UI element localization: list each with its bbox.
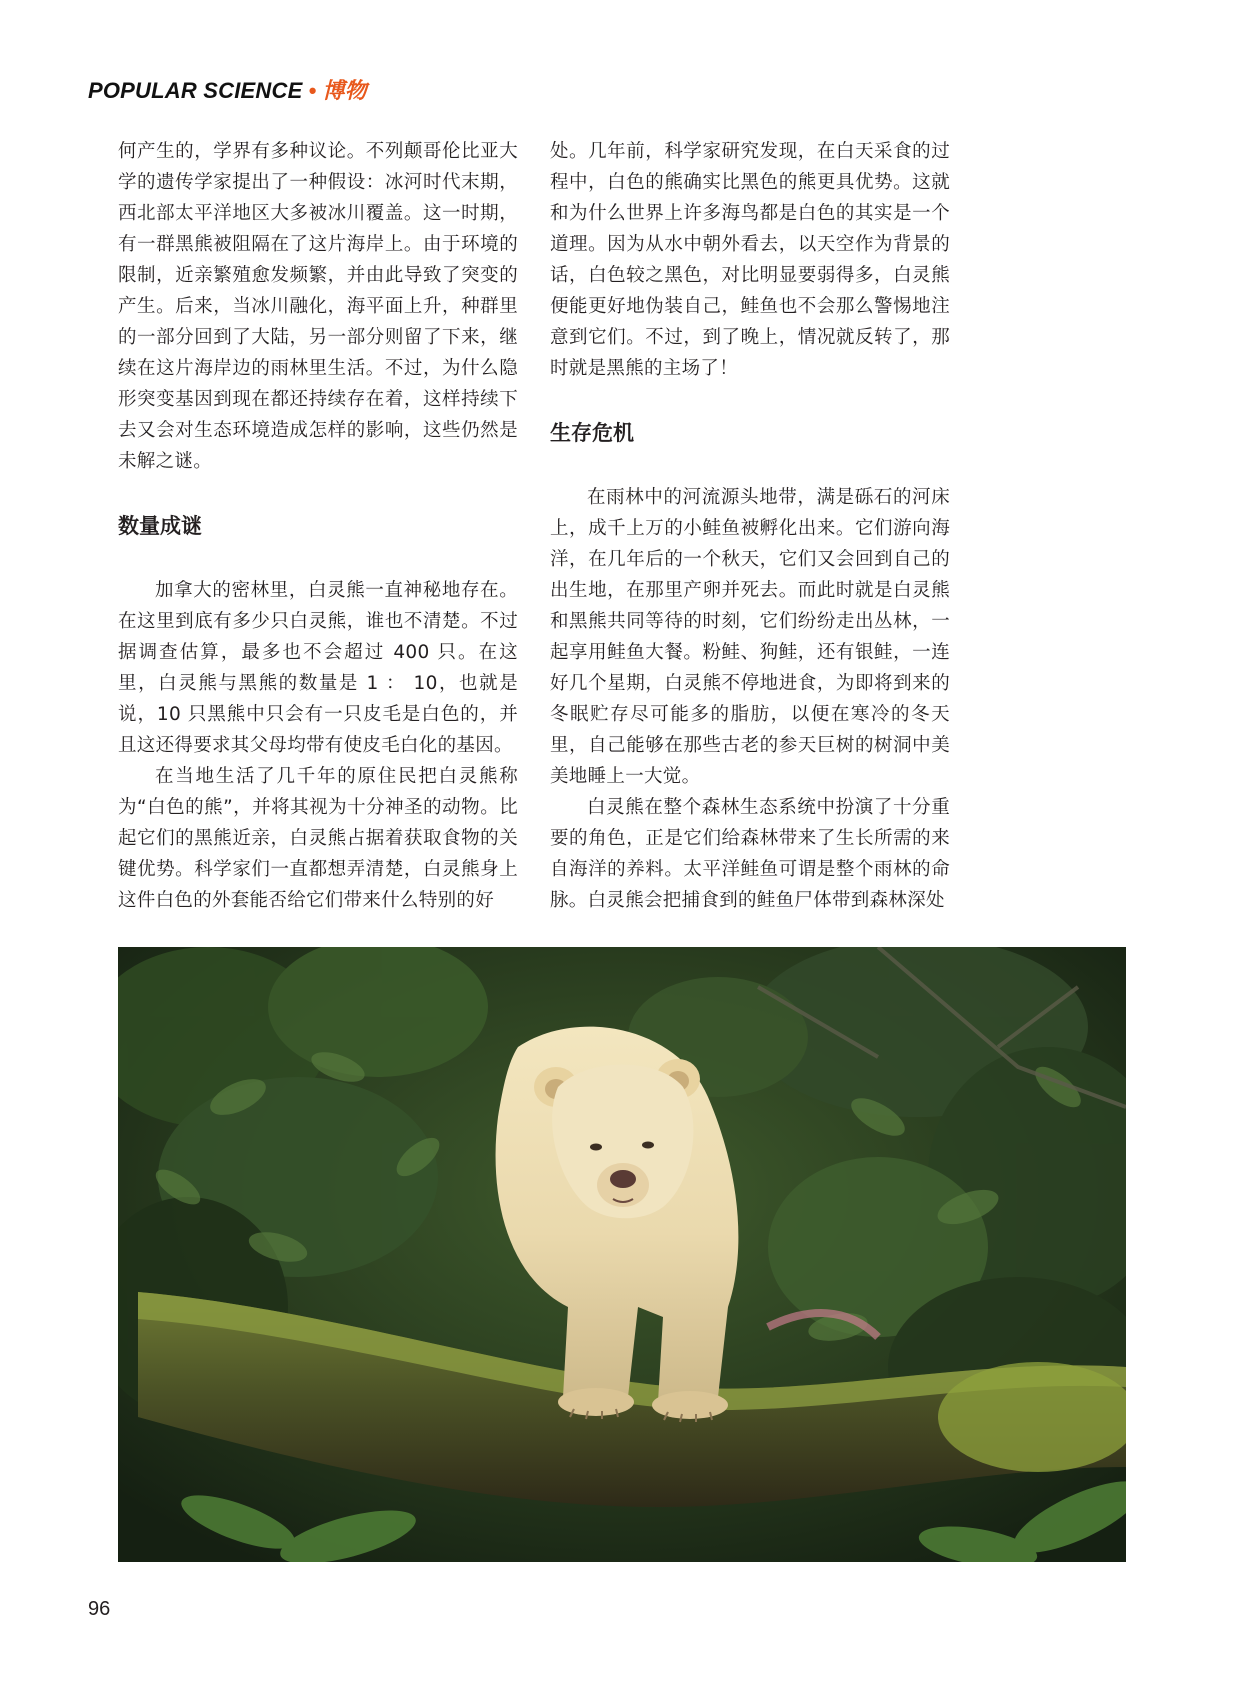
right-intro-paragraph: 处。几年前，科学家研究发现，在白天采食的过程中，白色的熊确实比黑色的熊更具优势。这就和为什么世界上许多海鸟都是白色的其实是一个道理。因为从水中朝外看去，以天空作为背景的话，白色较之黑色，对比明显要弱得多，白灵熊便能更好地伪装自己，鲑鱼也不会那么警惕地注意到它们。不过，到了晚上，情况就反转了，那时就是黑熊的主场了！ [550, 141, 950, 379]
left-paragraph-2: 在当地生活了几千年的原住民把白灵熊称为“白色的熊”，并将其视为十分神圣的动物。比起它们的黑熊近亲，白灵熊占据着获取食物的关键优势。科学家们一直都想弄清楚，白灵熊身上这件白色的外套能否给它们带来什么特别的好 [118, 766, 518, 911]
right-column [550, 136, 950, 916]
left-paragraph-1: 加拿大的密林里，白灵熊一直神秘地存在。在这里到底有多少只白灵熊，谁也不清楚。不过据调查估算，最多也不会超过 400 只。在这里，白灵熊与黑熊的数量是 1 ： 10，也就是说，10 只黑熊中只会有一只皮毛是白色的，并且这还得要求其父母均带有使皮毛白化的基因。 [118, 580, 518, 756]
running-header [88, 74, 367, 105]
spirit-bear-photo [118, 947, 1126, 1562]
right-paragraph-2: 白灵熊在整个森林生态系统中扮演了十分重要的角色，正是它们给森林带来了生长所需的来自海洋的养料。太平洋鲑鱼可谓是整个雨林的命脉。白灵熊会把捕食到的鲑鱼尸体带到森林深处 [550, 797, 950, 911]
left-intro-paragraph: 何产生的，学界有多种议论。不列颠哥伦比亚大学的遗传学家提出了一种假设：冰河时代末期，西北部太平洋地区大多被冰川覆盖。这一时期，有一群黑熊被阻隔在了这片海岸上。由于环境的限制，近亲繁殖愈发频繁，并由此导致了突变的产生。后来，当冰川融化，海平面上升，种群里的一部分回到了大陆，另一部分则留了下来，继续在这片海岸边的雨林里生活。不过，为什么隐形突变基因到现在都还持续存在着，这样持续下去又会对生态环境造成怎样的影响，这些仍然是未解之谜。 [118, 141, 518, 472]
left-column [118, 136, 518, 916]
right-paragraph-1: 在雨林中的河流源头地带，满是砾石的河床上，成千上万的小鲑鱼被孵化出来。它们游向海洋，在几年后的一个秋天，它们又会回到自己的出生地，在那里产卵并死去。而此时就是白灵熊和黑熊共同等待的时刻，它们纷纷走出丛林，一起享用鲑鱼大餐。粉鲑、狗鲑，还有银鲑，一连好几个星期，白灵熊不停地进食，为即将到来的冬眠贮存尽可能多的脂肪，以便在寒冷的冬天里，自己能够在那些古老的参天巨树的树洞中美美地睡上一大觉。 [550, 487, 950, 787]
heading-population-mystery: 数量成谜 [118, 514, 202, 538]
header-separator: • [308, 78, 317, 103]
heading-survival-crisis: 生存危机 [550, 421, 634, 445]
section-name: 博物 [322, 78, 367, 103]
magazine-name: POPULAR SCIENCE [88, 78, 303, 103]
page-number: 96 [88, 1598, 111, 1620]
